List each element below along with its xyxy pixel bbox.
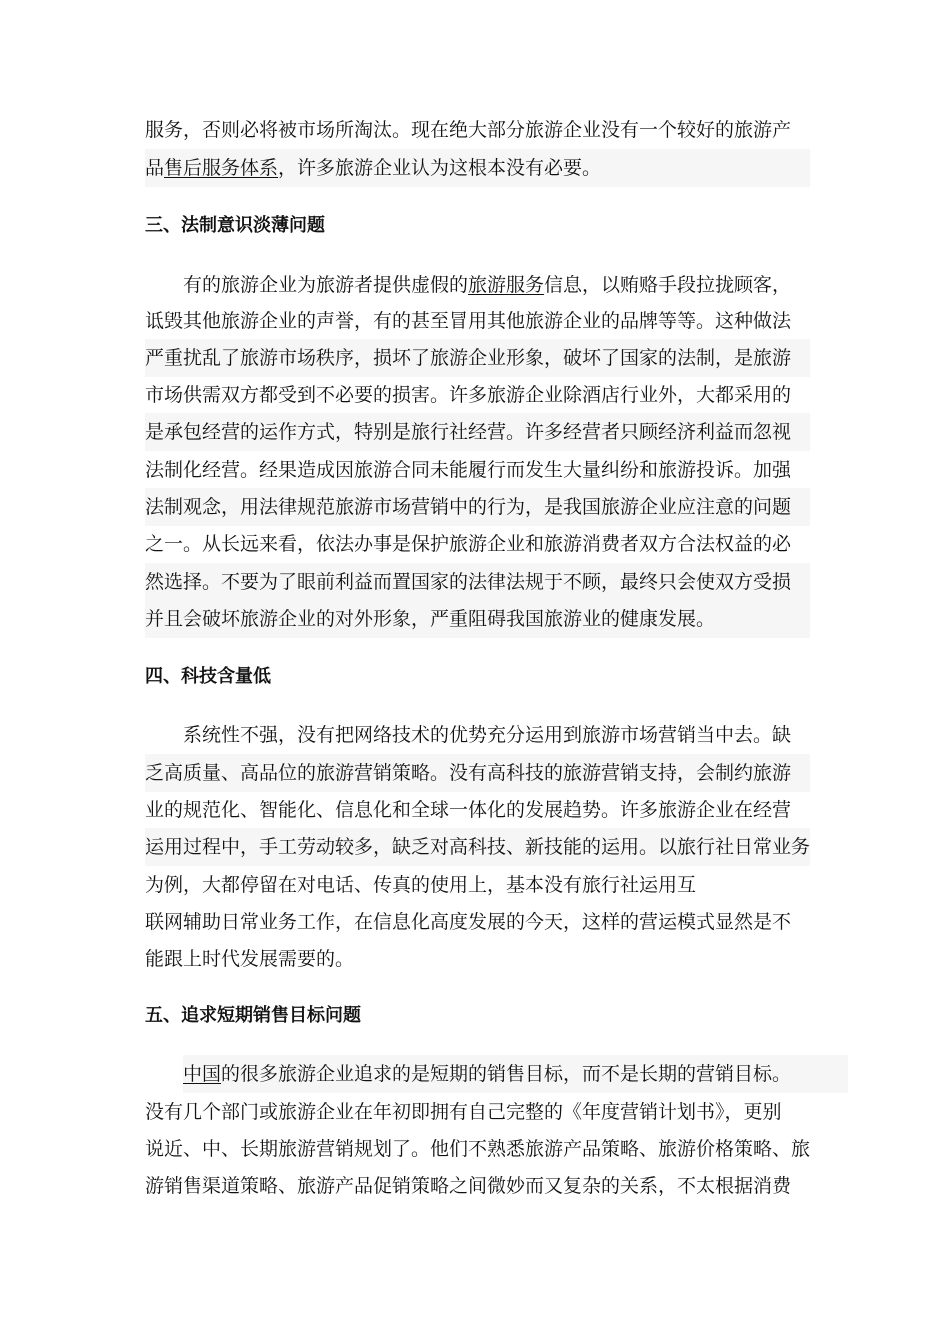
paragraph-line: 市场供需双方都受到不必要的损害。许多旅游企业除酒店行业外，大都采用的 bbox=[145, 384, 792, 406]
paragraph-line: 系统性不强，没有把网络技术的优势充分运用到旅游市场营销当中去。缺 bbox=[183, 724, 792, 746]
tourism-service-link[interactable]: 旅游服务 bbox=[468, 274, 545, 296]
section-heading-5: 五、追求短期销售目标问题 bbox=[145, 1005, 361, 1026]
paragraph-line: 法制观念，用法律规范旅游市场营销中的行为，是我国旅游企业应注意的问题 bbox=[145, 488, 810, 526]
china-link[interactable]: 中国 bbox=[183, 1063, 222, 1085]
paragraph-line: 服务，否则必将被市场所淘汰。现在绝大部分旅游企业没有一个较好的旅游产 bbox=[145, 119, 792, 141]
paragraph-line bbox=[145, 149, 810, 187]
paragraph-line bbox=[183, 1055, 848, 1093]
paragraph-line: 之一。从长远来看，依法办事是保护旅游企业和旅游消费者双方合法权益的必 bbox=[145, 533, 792, 555]
paragraph-line: 运用过程中，手工劳动较多，缺乏对高科技、新技能的运用。以旅行社日常业务 bbox=[145, 828, 810, 866]
section-heading-3: 三、法制意识淡薄问题 bbox=[145, 215, 325, 236]
text: 的很多旅游企业追求的是短期的销售目标，而不是长期的营销目标。 bbox=[221, 1063, 792, 1085]
after-sales-service-link[interactable]: 售后服务体系 bbox=[164, 157, 279, 179]
paragraph-line: 然选择。不要为了眼前利益而置国家的法律法规于不顾，最终只会使双方受损 bbox=[145, 563, 810, 601]
paragraph-line: 法制化经营。经果造成因旅游合同未能履行而发生大量纠纷和旅游投诉。加强 bbox=[145, 459, 792, 481]
text: ，许多旅游企业认为这根本没有必要。 bbox=[278, 157, 602, 179]
paragraph-line: 乏高质量、高品位的旅游营销策略。没有高科技的旅游营销支持，会制约旅游 bbox=[145, 754, 810, 792]
paragraph-line: 是承包经营的运作方式，特别是旅行社经营。许多经营者只顾经济利益而忽视 bbox=[145, 413, 810, 451]
paragraph-line: 为例，大都停留在对电话、传真的使用上，基本没有旅行社运用互 bbox=[145, 874, 697, 896]
paragraph-line bbox=[183, 266, 848, 304]
paragraph-line: 联网辅助日常业务工作，在信息化高度发展的今天，这样的营运模式显然是不 bbox=[145, 911, 792, 933]
paragraph-line: 没有几个部门或旅游企业在年初即拥有自己完整的《年度营销计划书》，更别 bbox=[145, 1101, 782, 1123]
paragraph-line: 并且会破坏旅游企业的对外形象，严重阻碍我国旅游业的健康发展。 bbox=[145, 600, 810, 638]
paragraph-line: 诋毁其他旅游企业的声誉，有的甚至冒用其他旅游企业的品牌等等。这种做法 bbox=[145, 310, 792, 332]
paragraph-line: 业的规范化、智能化、信息化和全球一体化的发展趋势。许多旅游企业在经营 bbox=[145, 799, 792, 821]
paragraph-line: 说近、中、长期旅游营销规划了。他们不熟悉旅游产品策略、旅游价格策略、旅 bbox=[145, 1138, 811, 1160]
text: 品 bbox=[145, 157, 165, 179]
paragraph-line: 游销售渠道策略、旅游产品促销策略之间微妙而又复杂的关系，不太根据消费 bbox=[145, 1175, 792, 1197]
paragraph-line: 严重扰乱了旅游市场秩序，损坏了旅游企业形象，破坏了国家的法制，是旅游 bbox=[145, 339, 810, 377]
text: 有的旅游企业为旅游者提供虚假的 bbox=[183, 274, 469, 296]
paragraph-line: 能跟上时代发展需要的。 bbox=[145, 948, 355, 970]
section-heading-4: 四、科技含量低 bbox=[145, 666, 271, 687]
text: 信息，以贿赂手段拉拢顾客， bbox=[544, 274, 792, 296]
